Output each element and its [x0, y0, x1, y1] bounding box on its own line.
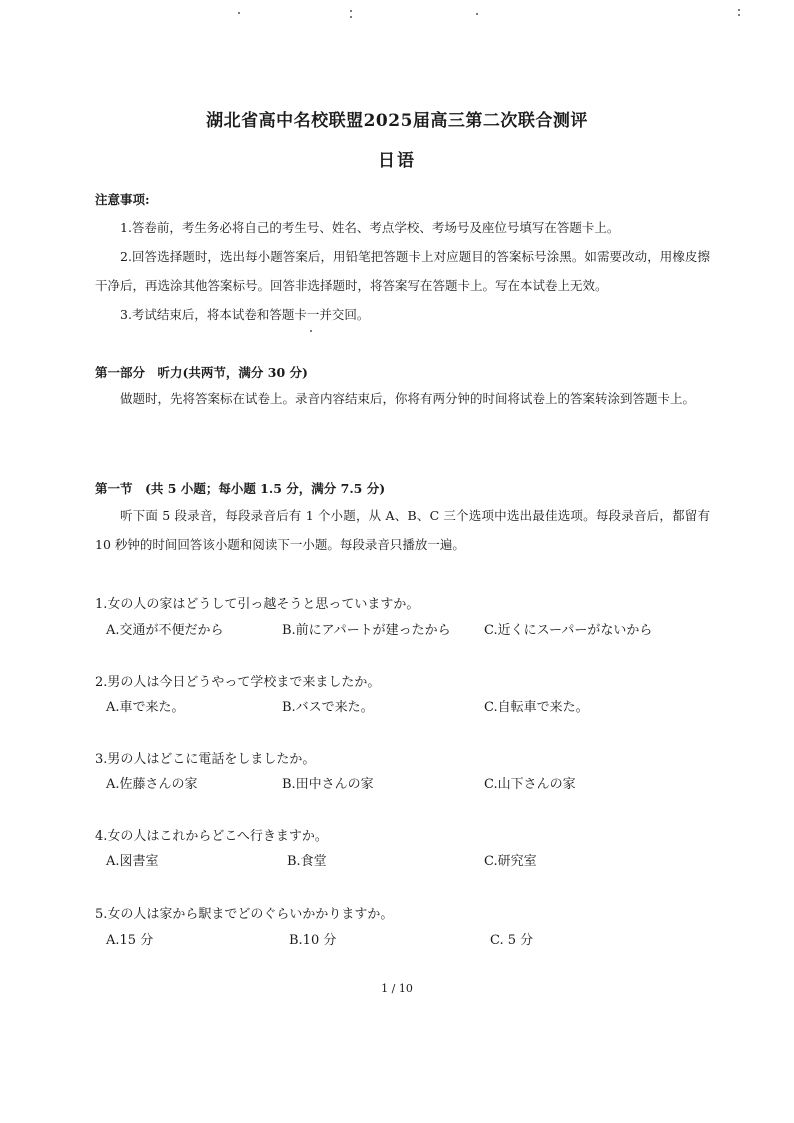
question-3-option-c: C.山下さんの家	[484, 777, 576, 792]
question-5-option-c: C. 5 分	[490, 933, 534, 948]
question-2-stem: 2.男の人は今日どうやって学校まで来ましたか。	[95, 675, 381, 690]
question-2-option-a: A.車で来た。	[106, 700, 185, 715]
question-2-option-b: B.バスで来た。	[282, 700, 374, 715]
question-5-option-b: B.10 分	[289, 933, 337, 948]
scan-speck	[310, 330, 312, 332]
page-number: 1 / 10	[381, 982, 413, 995]
exam-title: 湖北省高中名校联盟2025届高三第二次联合测评	[206, 111, 588, 131]
scan-speck	[476, 13, 478, 15]
notice-item-3: 3.考试结束后，将本试卷和答题卡一并交回。	[120, 307, 370, 322]
part1-heading: 第一部分 听力(共两节，满分 30 分)	[95, 365, 308, 380]
question-3-stem: 3.男の人はどこに電話をしましたか。	[95, 752, 316, 767]
notice-heading: 注意事项:	[95, 192, 150, 207]
question-4-option-b: B.食堂	[287, 854, 327, 869]
question-5-option-a: A.15 分	[106, 933, 154, 948]
section1-instruction: 听下面 5 段录音，每段录音后有 1 个小题，从 A、B、C 三个选项中选出最佳选项。每段录音后，都留有 10 秒钟的时间回答该小题和阅读下一小题。每段录音只播放一遍。	[95, 508, 710, 552]
question-3-option-b: B.田中さんの家	[282, 777, 374, 792]
question-2-option-c: C.自転車で来た。	[484, 700, 589, 715]
subject-title: 日语	[378, 151, 416, 171]
question-4-option-a: A.図書室	[106, 854, 159, 869]
scan-speck	[738, 9, 740, 11]
question-4-option-c: C.研究室	[484, 854, 537, 869]
notice-item-1: 1.答卷前，考生务必将自己的考生号、姓名、考点学校、考场号及座位号填写在答题卡上。	[120, 220, 620, 235]
scan-speck	[350, 16, 352, 18]
scan-speck	[738, 14, 740, 16]
question-1-option-c: C.近くにスーパーがないから	[484, 623, 653, 638]
question-5-stem: 5.女の人は家から駅までどのぐらいかかりますか。	[95, 907, 394, 922]
question-1-option-b: B.前にアパートが建ったから	[282, 623, 451, 638]
question-3-option-a: A.佐藤さんの家	[106, 777, 198, 792]
part1-instruction: 做题时，先将答案标在试卷上。录音内容结束后，你将有两分钟的时间将试卷上的答案转涂到答题卡上。	[120, 391, 696, 406]
scan-speck	[238, 12, 240, 14]
section1-heading: 第一节 (共 5 小题；每小题 1.5 分，满分 7.5 分)	[95, 481, 386, 496]
question-1-option-a: A.交通が不便だから	[106, 623, 224, 638]
question-4-stem: 4.女の人はこれからどこへ行きますか。	[95, 829, 328, 844]
question-1-stem: 1.女の人の家はどうして引っ越そうと思っていますか。	[95, 597, 420, 612]
notice-item-2: 2.回答选择题时，选出每小题答案后，用铅笔把答题卡上对应题目的答案标号涂黑。如需要改动，用橡皮擦干净后，再选涂其他答案标号。回答非选择题时，将答案写在答题卡上。写在本试卷上无效。	[95, 249, 710, 293]
scan-speck	[350, 10, 352, 12]
